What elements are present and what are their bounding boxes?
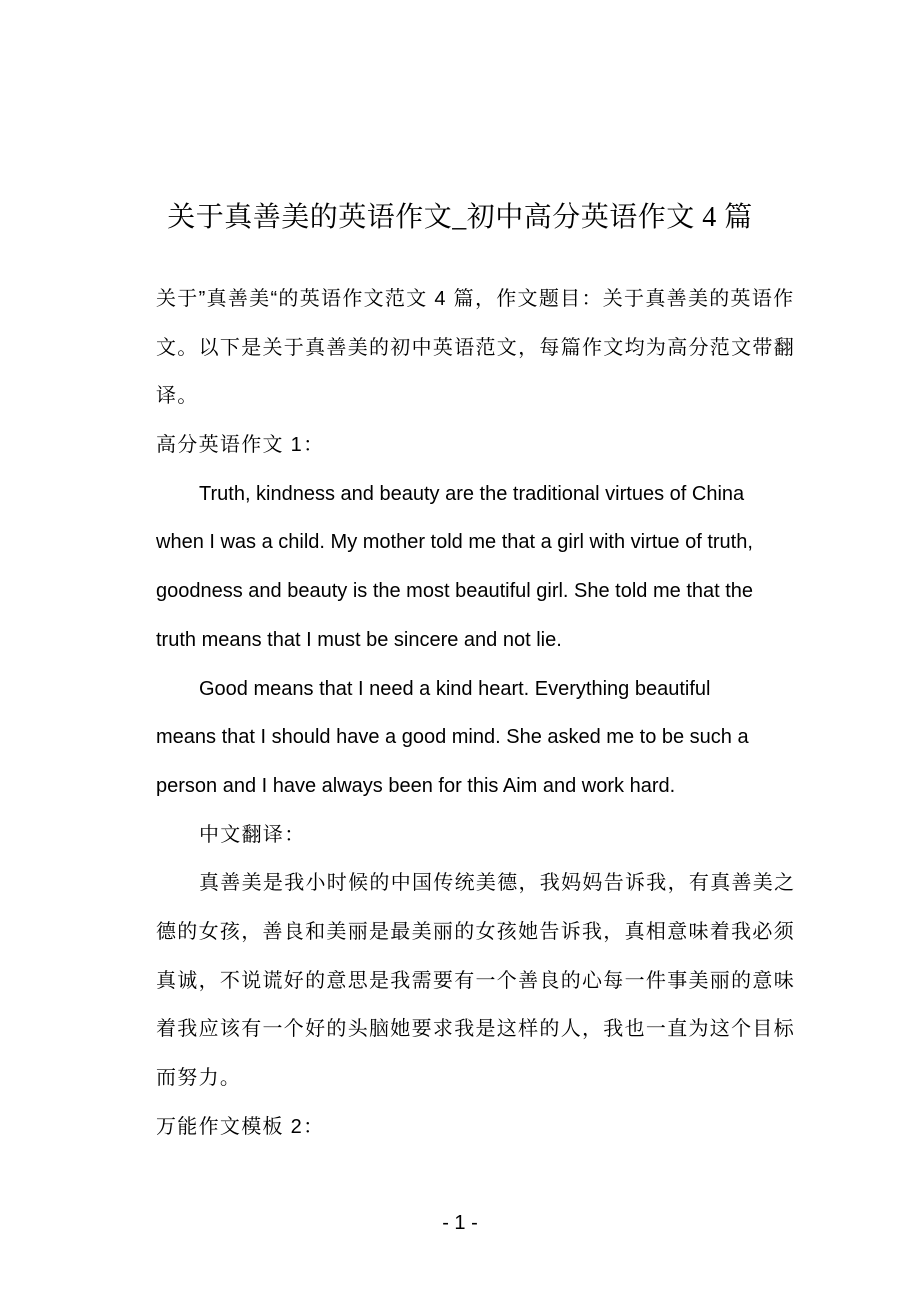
document-body [156, 275, 806, 1151]
english-para1-line-3: goodness and beauty is the most beautiful girl. She told me that the [156, 580, 754, 603]
chinese-para-line-5: 而努力。 [156, 1067, 242, 1089]
english-para1-line-4: truth means that I must be sincere and not lie. [156, 628, 562, 651]
document-title: 关于真善美的英语作文_初中高分英语作文 4 篇 [167, 202, 753, 233]
english-para1-line-1: Truth, kindness and beauty are the traditional virtues of China [199, 482, 745, 505]
intro-line-2: 文。以下是关于真善美的初中英语范文，每篇作文均为高分范文带翻 [156, 336, 795, 359]
translation-heading: 中文翻译： [199, 823, 306, 846]
english-para1-line-2: when I was a child. My mother told me that a girl with virtue of truth, [156, 531, 753, 554]
english-para2-line-3: person and I have always been for this Aim and work hard. [156, 774, 676, 797]
english-para2-line-2: means that I should have a good mind. She asked me to be such a [156, 726, 749, 749]
chinese-para-line-3: 真诚，不说谎好的意思是我需要有一个善良的心每一件事美丽的意味 [156, 969, 795, 992]
intro-line-1: 关于”真善美“的英语作文范文 4 篇，作文题目：关于真善美的英语作 [156, 288, 795, 310]
chinese-para-line-4: 着我应该有一个好的头脑她要求我是这样的人，我也一直为这个目标 [156, 1018, 795, 1041]
section1-heading: 高分英语作文 1： [156, 434, 325, 457]
section2-heading: 万能作文模板 2： [156, 1115, 325, 1138]
page-number: - 1 - [442, 1212, 478, 1234]
english-para2-line-1: Good means that I need a kind heart. Everything beautiful [199, 677, 711, 700]
chinese-para-line-2: 德的女孩，善良和美丽是最美丽的女孩她告诉我，真相意味着我必须 [156, 920, 795, 943]
intro-line-3: 译。 [156, 385, 199, 408]
chinese-para-line-1: 真善美是我小时候的中国传统美德，我妈妈告诉我，有真善美之 [199, 872, 796, 895]
